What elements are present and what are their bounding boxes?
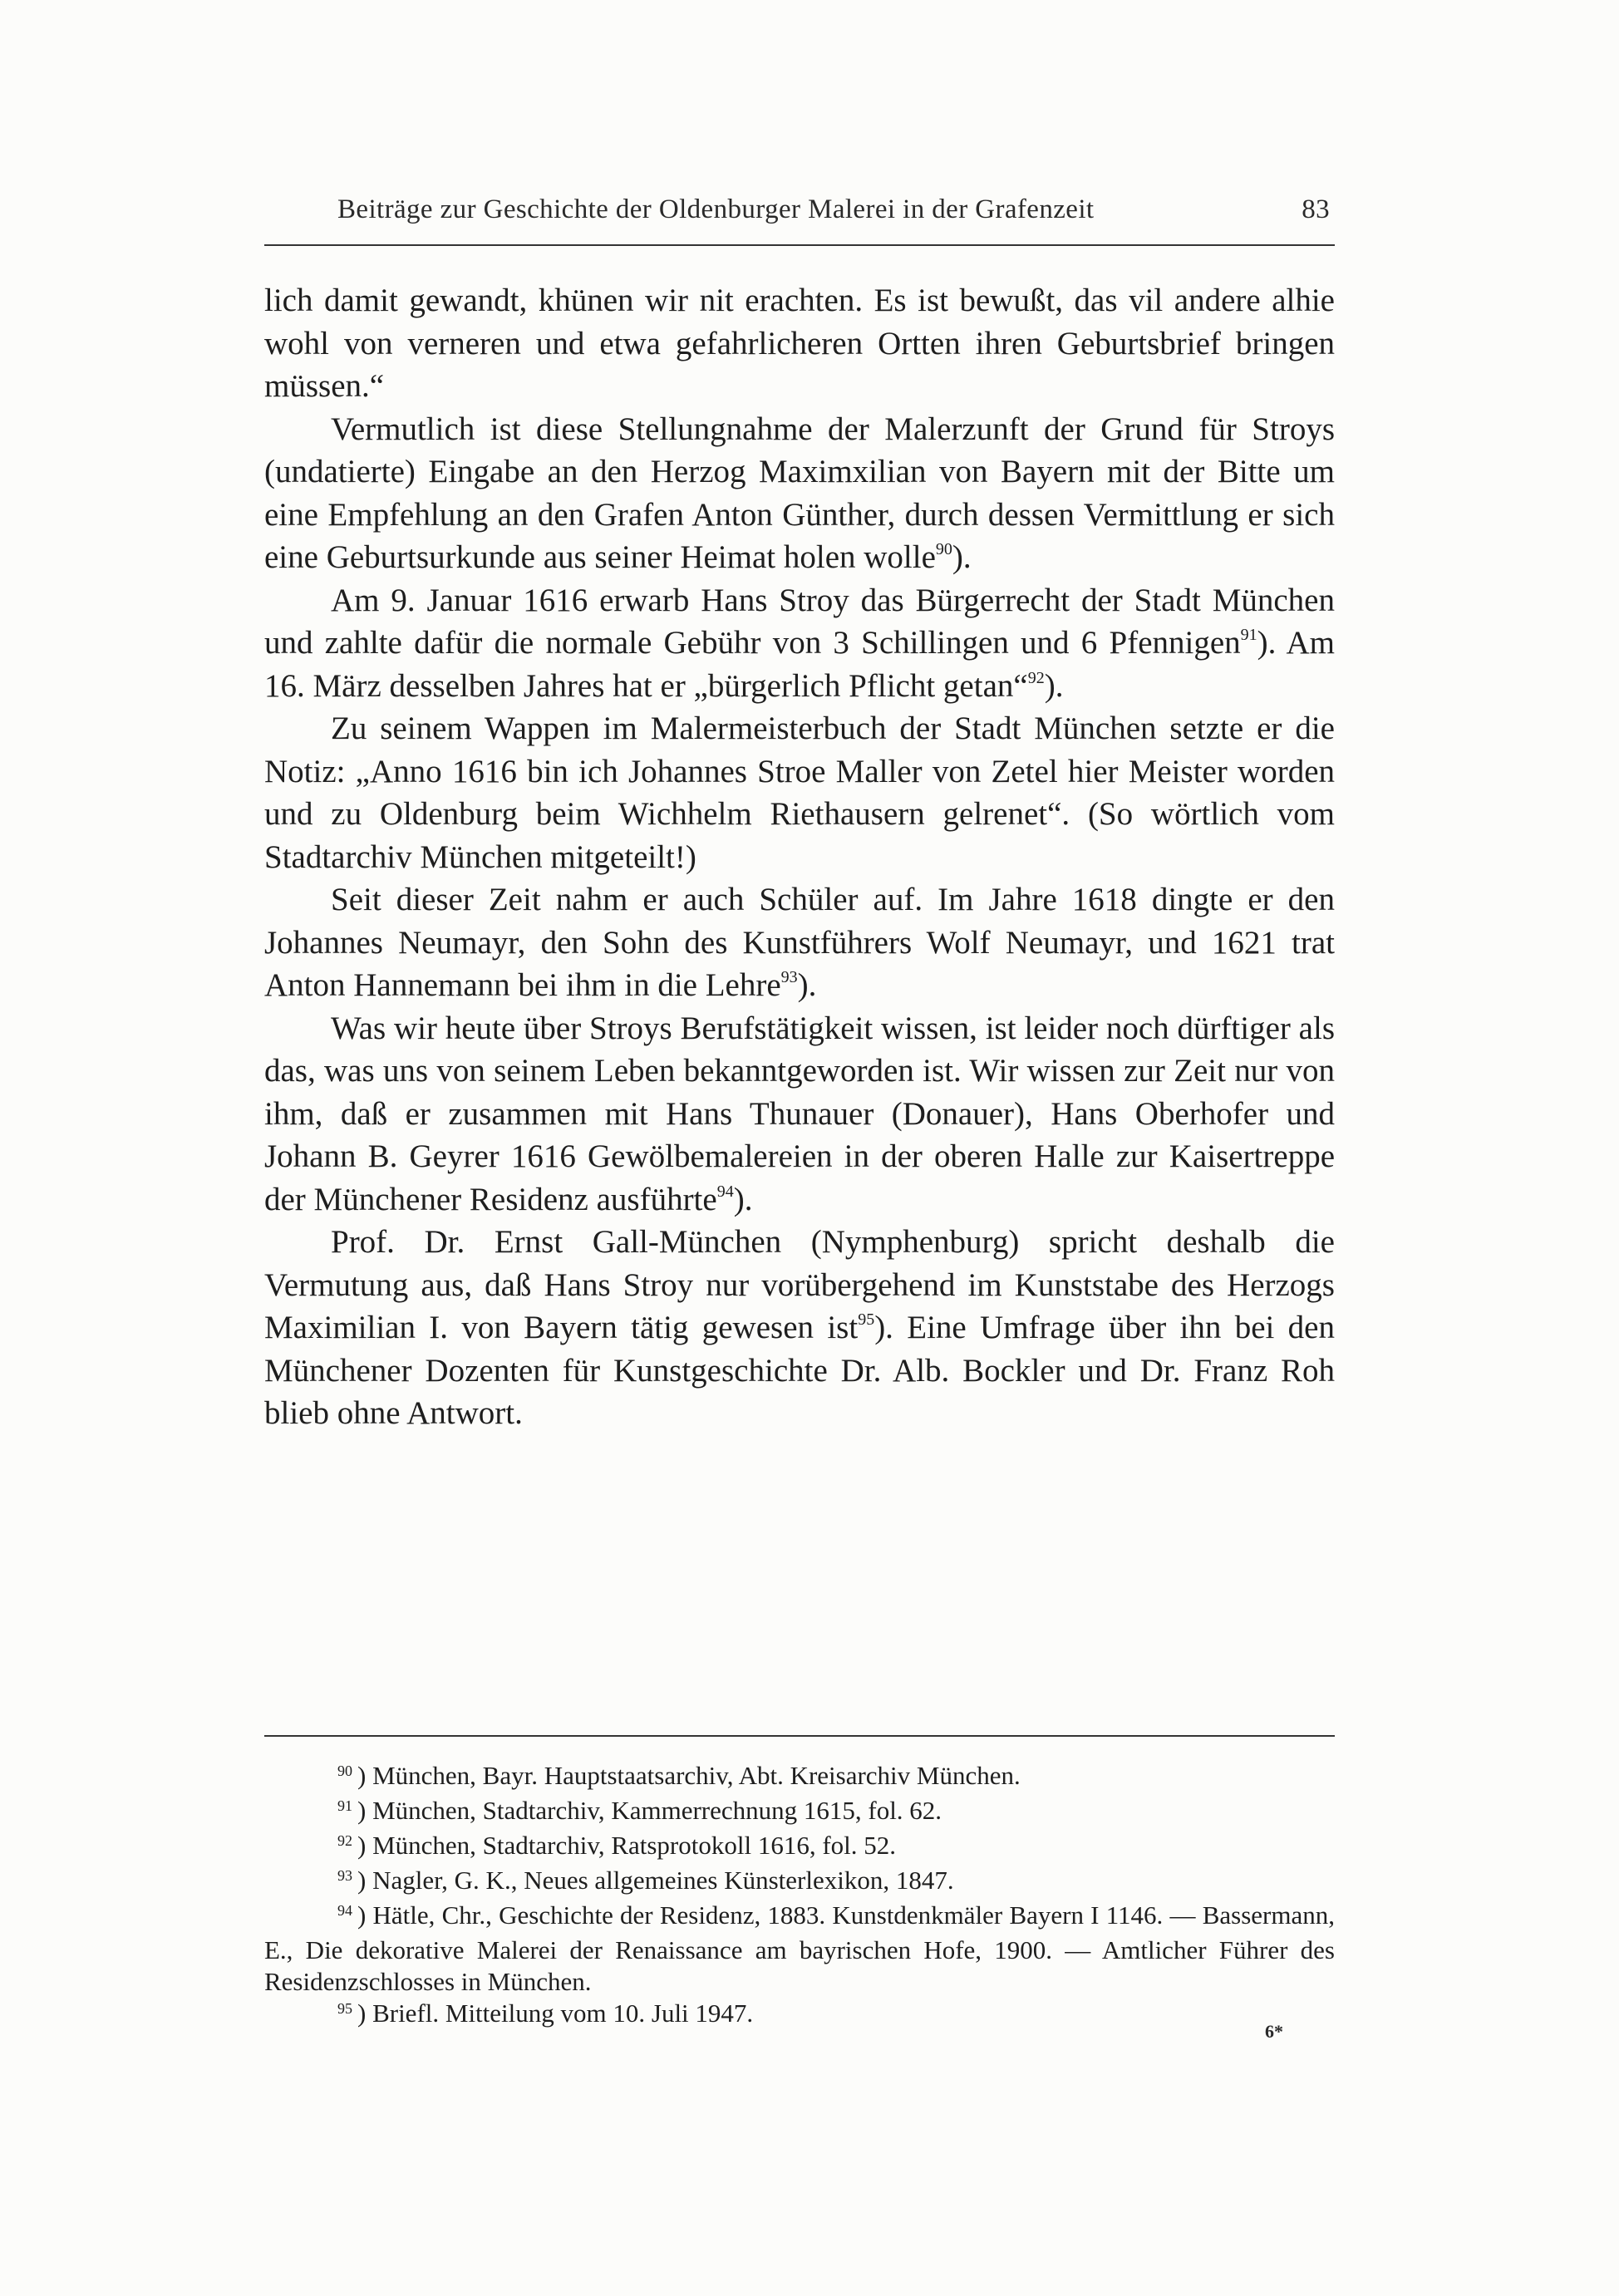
footnote xyxy=(264,1795,1335,1830)
footnote-number: 92 xyxy=(337,1832,352,1849)
body-paragraph xyxy=(264,408,1335,579)
book-page xyxy=(264,189,1335,2028)
paragraph-text: ). xyxy=(1044,667,1064,704)
footnote-text: ) Briefl. Mitteilung vom 10. Juli 1947. xyxy=(357,1999,754,2028)
paragraph-text: ). xyxy=(733,1181,753,1217)
footnote-reference: 90 xyxy=(935,540,952,558)
footnote-number: 93 xyxy=(337,1867,352,1884)
footnote-reference: 91 xyxy=(1240,626,1257,644)
paragraph-text: ). xyxy=(797,967,817,1003)
footnote-reference: 92 xyxy=(1027,668,1045,687)
paragraph-text: ). xyxy=(952,539,972,575)
footnote-text: ) München, Stadtarchiv, Kammerrechnung 1615, fol. 62. xyxy=(357,1796,942,1825)
body-paragraph xyxy=(264,707,1335,878)
body-text xyxy=(264,279,1335,1435)
paragraph-text: Vermutlich ist diese Stellungnahme der Malerzunft der Grund für Stroys (undatierte) Eingabe an den Herzog Maximxilian von Bayern mit der Bitte um eine Empfehlung an den Grafen Anton Günther, durch dessen Vermittlung er sich eine Geburtsurkunde aus seiner Heimat holen wolle xyxy=(264,411,1335,575)
footnote-reference: 95 xyxy=(858,1310,875,1329)
footnote xyxy=(264,1760,1335,1795)
footnote xyxy=(264,1865,1335,1900)
footnote xyxy=(264,1900,1335,1998)
footnote-number: 91 xyxy=(337,1797,352,1814)
footnotes xyxy=(264,1760,1335,2033)
footnote-text: ) Nagler, G. K., Neues allgemeines Künsterlexikon, 1847. xyxy=(357,1866,954,1895)
footnote-reference: 93 xyxy=(780,968,798,986)
paragraph-text: Am 9. Januar 1616 erwarb Hans Stroy das Bürgerrecht der Stadt München und zahlte dafür die normale Gebühr von 3 Schillingen und 6 Pfennigen xyxy=(264,582,1335,661)
footnote xyxy=(264,1998,1335,2033)
paragraph-text: Was wir heute über Stroys Berufstätigkeit wissen, ist leider noch dürftiger als das, was uns von seinem Leben bekanntgeworden ist. Wir wissen zur Zeit nur von ihm, daß er zusammen mit Hans Thunauer (Donauer), Hans Oberhofer und Johann B. Geyrer 1616 Gewölbemalereien in der oberen Halle zur Kaisertreppe der Münchener Residenz ausführte xyxy=(264,1010,1335,1217)
paragraph-text: Seit dieser Zeit nahm er auch Schüler auf. Im Jahre 1618 dingte er den Johannes Neumayr, den Sohn des Kunstführers Wolf Neumayr, und 1621 trat Anton Hannemann bei ihm in die Lehre xyxy=(264,882,1335,1003)
paragraph-text: ). Eine Umfrage über ihn bei den Münchener Dozenten für Kunstgeschichte Dr. Alb. Bockler und Dr. Franz Roh blieb ohne Antwort. xyxy=(264,1310,1335,1431)
body-paragraph xyxy=(264,1221,1335,1435)
paragraph-text: ). Am 16. März desselben Jahres hat er „bürgerlich Pflicht getan“ xyxy=(264,625,1335,704)
body-paragraph xyxy=(264,279,1335,408)
signature-mark: 6* xyxy=(1265,2021,1283,2042)
footnote xyxy=(264,1830,1335,1865)
running-head xyxy=(264,189,1335,236)
footnote-number: 90 xyxy=(337,1763,352,1779)
footnote-text: ) München, Stadtarchiv, Ratsprotokoll 1616, fol. 52. xyxy=(357,1831,897,1860)
footnote-rule xyxy=(264,1735,1335,1737)
footnote-text: ) München, Bayr. Hauptstaatsarchiv, Abt. Kreisarchiv München. xyxy=(357,1761,1021,1790)
body-paragraph xyxy=(264,579,1335,708)
footnote-number: 95 xyxy=(337,2000,352,2017)
footnote-reference: 94 xyxy=(716,1182,734,1201)
footnote-text: ) Hätle, Chr., Geschichte der Residenz, 1883. Kunstdenkmäler Bayern I 1146. — Bassermann, E., Die dekorative Malerei der Renaissance am bayrischen Hofe, 1900. — Amtlicher Führer des Residenzschlosses in München. xyxy=(264,1900,1335,1996)
page-number: 83 xyxy=(1302,194,1330,224)
body-paragraph xyxy=(264,878,1335,1007)
running-head-title: Beiträge zur Geschichte der Oldenburger Malerei in der Grafenzeit xyxy=(337,194,1095,224)
footnote-number: 94 xyxy=(337,1902,352,1919)
body-paragraph xyxy=(264,1007,1335,1222)
paragraph-text: Zu seinem Wappen im Malermeisterbuch der Stadt München setzte er die Notiz: „Anno 1616 bin ich Johannes Stroe Maller von Zetel hier Meister worden und zu Oldenburg beim Wichhelm Riethausern gelrenet“. (So wörtlich vom Stadtarchiv München mitgeteilt!) xyxy=(264,710,1335,875)
paragraph-text: lich damit gewandt, khünen wir nit erachten. Es ist bewußt, das vil andere alhie wohl von verneren und etwa gefahrlicheren Ortten ihren Geburtsbrief bringen müssen.“ xyxy=(264,283,1335,404)
header-rule xyxy=(264,244,1335,246)
paragraph-text: Prof. Dr. Ernst Gall-München (Nymphenburg) spricht deshalb die Vermutung aus, daß Hans Stroy nur vorübergehend im Kunststabe des Herzogs Maximilian I. von Bayern tätig gewesen ist xyxy=(264,1224,1335,1345)
